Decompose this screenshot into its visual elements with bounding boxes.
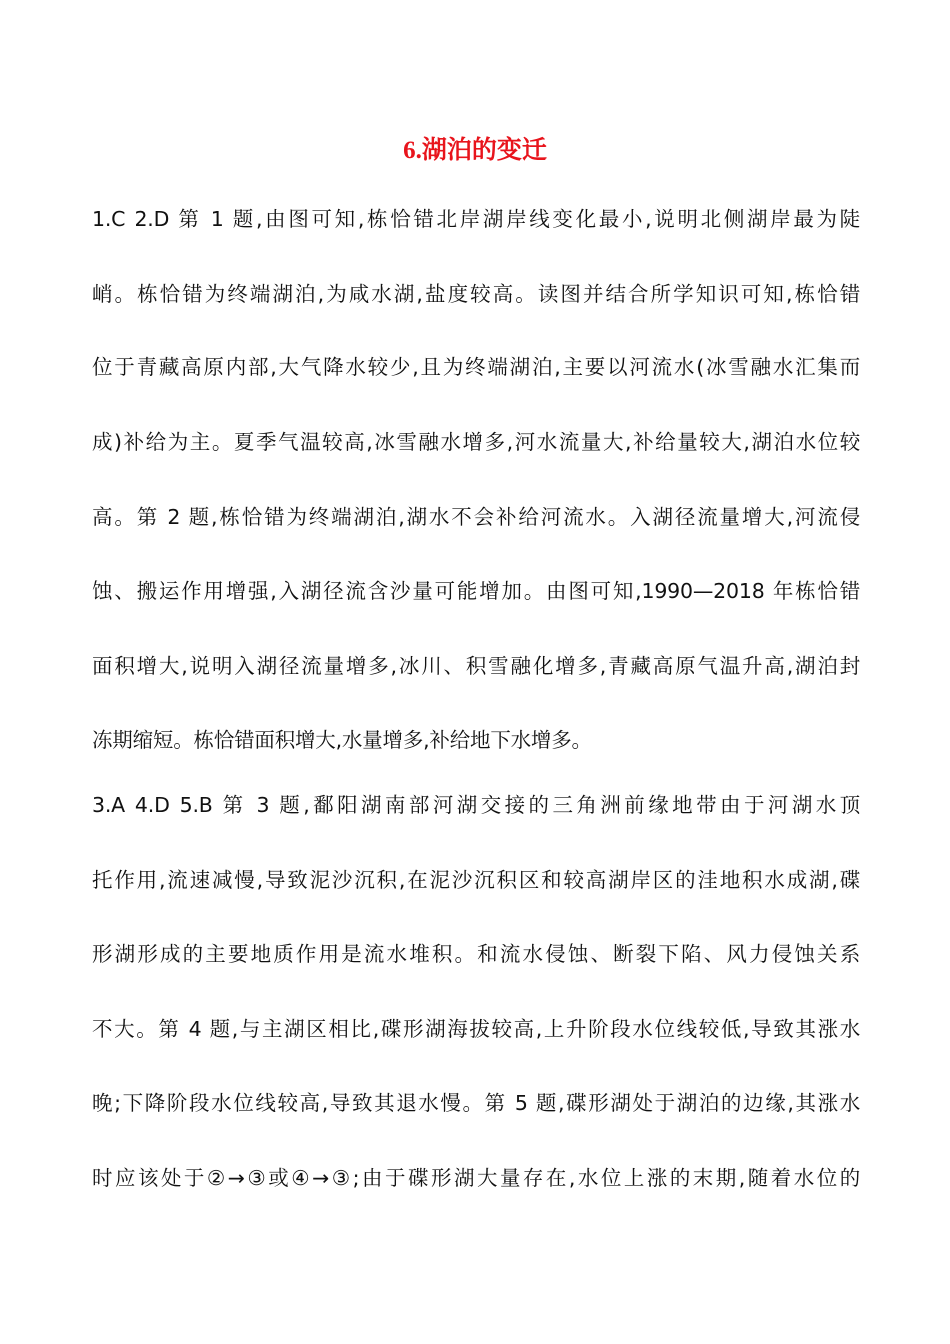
answer-line: 位于青藏高原内部,大气降水较少,且为终端湖泊,主要以河流水(冰雪融水汇集而	[92, 355, 860, 379]
answer-line: 高。第 2 题,栋恰错为终端湖泊,湖水不会补给河流水。入湖径流量增大,河流侵	[92, 505, 860, 529]
answer-line: 时应该处于②→③或④→③;由于碟形湖大量存在,水位上涨的末期,随着水位的	[92, 1166, 860, 1190]
answer-line: 形湖形成的主要地质作用是流水堆积。和流水侵蚀、断裂下陷、风力侵蚀关系	[92, 942, 860, 966]
answer-line: 成)补给为主。夏季气温较高,冰雪融水增多,河水流量大,补给量较大,湖泊水位较	[92, 430, 860, 454]
answer-line: 托作用,流速减慢,导致泥沙沉积,在泥沙沉积区和较高湖岸区的洼地积水成湖,碟	[92, 868, 860, 892]
answer-line: 峭。栋恰错为终端湖泊,为咸水湖,盐度较高。读图并结合所学知识可知,栋恰错	[92, 282, 860, 306]
answer-line: 3.A 4.D 5.B 第 3 题,鄱阳湖南部河湖交接的三角洲前缘地带由于河湖水顶	[92, 793, 860, 817]
answer-line: 冻期缩短。栋恰错面积增大,水量增多,补给地下水增多。	[92, 728, 592, 752]
answer-line: 晚;下降阶段水位线较高,导致其退水慢。第 5 题,碟形湖处于湖泊的边缘,其涨水	[92, 1091, 860, 1115]
page-title: 6.湖泊的变迁	[403, 137, 547, 164]
answer-line: 不大。第 4 题,与主湖区相比,碟形湖海拔较高,上升阶段水位线较低,导致其涨水	[92, 1017, 860, 1041]
answer-line: 蚀、搬运作用增强,入湖径流含沙量可能增加。由图可知,1990—2018 年栋恰错	[92, 579, 860, 603]
answer-line: 面积增大,说明入湖径流量增多,冰川、积雪融化增多,青藏高原气温升高,湖泊封	[92, 654, 860, 678]
answer-line: 1.C 2.D 第 1 题,由图可知,栋恰错北岸湖岸线变化最小,说明北侧湖岸最为陡	[92, 207, 860, 231]
